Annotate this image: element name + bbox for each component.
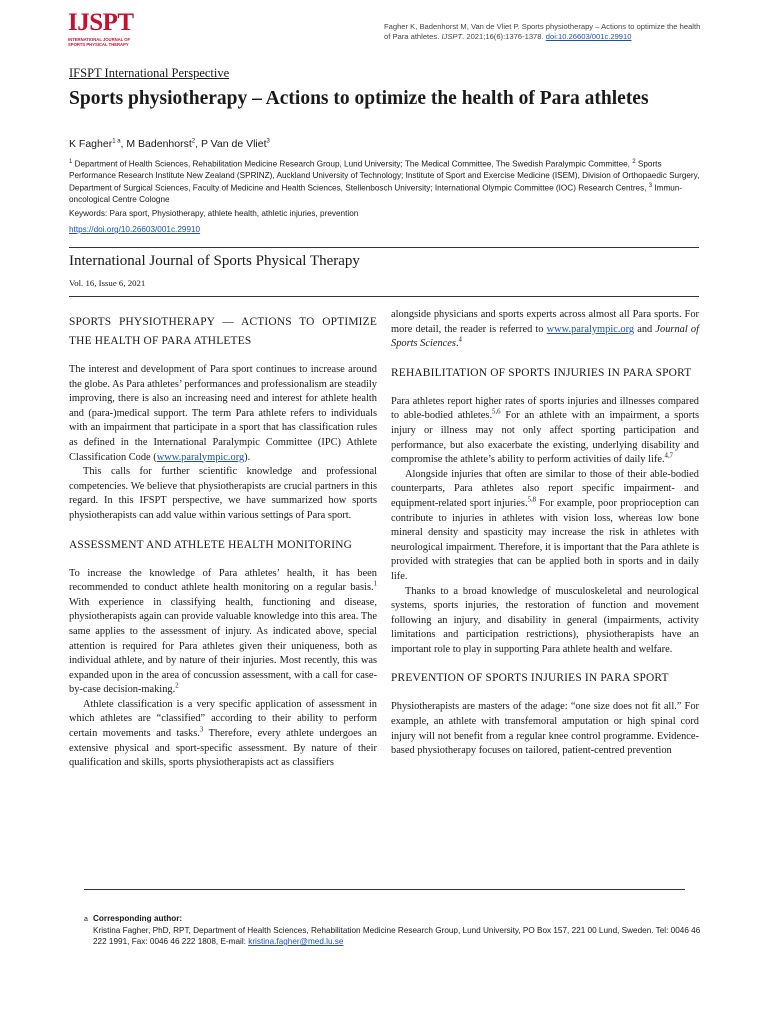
affiliation-2: Sports Performance Research Institute New Zealand (SPRINZ), Auckland University of Technology; Institute of Sport and Exercise Medicine (ISEM), Division of Orthopaedic Surgery, Department of Surgical Sciences, Faculty of Medicine and Health Sciences, Stellenbosch University; International Olympic Committee (IOC) Research Centres, [69, 159, 700, 193]
journal-logo [68, 10, 138, 50]
affiliation-1: Department of Health Sciences, Rehabilitation Medicine Research Group, Lund University; The Medical Committee, The Swedish Paralympic Committee, [74, 159, 630, 169]
section-heading-prevention: PREVENTION OF SPORTS INJURIES IN PARA SPORT [391, 672, 669, 685]
email-link[interactable]: kristina.fagher@med.lu.se [248, 937, 344, 946]
reference-marker[interactable]: 3 [199, 726, 204, 734]
volume-issue: Vol. 16, Issue 6, 2021 [69, 278, 146, 288]
section-heading-rehabilitation: REHABILITATION OF SPORTS INJURIES IN PARA SPORT [391, 366, 692, 379]
author-sup: 1 a [112, 138, 121, 145]
citation-doi-link[interactable]: doi:10.26603/001c.29910 [545, 32, 632, 41]
paragraph-assessment-2: Athlete classification is a very specific application of assessment in which athletes are “classified” according to their ability to perform certain movements and tasks.$^3$ Therefore, every athlete undergoes an extensive physical and sport-specific assessment. By nature of their qualification and skills, sports physiotherapists act as classifiers [69, 698, 378, 769]
body-column-left [69, 313, 377, 771]
header-divider [69, 247, 699, 248]
corresponding-author-footnote [84, 913, 704, 948]
paragraph-assessment-1: To increase the knowledge of Para athletes’ health, it has been recommended to conduct athlete health monitoring on a regular basis.$^1$ With experience in classifying health, functioning and disease, physiotherapists again can provide valuable knowledge into this area. The same applies to the assessment of injury. As indicated above, special attention is required for Para athletes given their uniqueness, both as individual athlete, and by nature of their injuries. Most recently, this was expanded upon in the area of concussion assessment, with a call for case-by-case decision-making.$^2$ [69, 567, 377, 696]
paragraph-prevention-1: Physiotherapists are masters of the adage: “one size does not fit all.” For example, an athlete with transfemoral amputation or high spinal cord injury will not benefit from a regular knee control programme. Evidence-based physiotherapy focuses on tailored, patient-centred prevention [391, 701, 699, 757]
author-sup: 3 [266, 138, 270, 145]
reference-marker[interactable]: 2 [175, 682, 179, 690]
logo-subtext: INTERNATIONAL JOURNAL OF SPORTS PHYSICAL THERAPY [68, 37, 131, 47]
citation-text: Fagher K, Badenhorst M, Van de Vliet P. Sports physiotherapy – Actions to optimize the health of Para athletes. [384, 22, 701, 41]
footnote-text: Kristina Fagher, PhD, RPT, Department of Health Sciences, Rehabilitation Medicine Research Group, Lund University, PO Box 157, 221 00 Lund, Sweden. Tel: 0046 46 222 1991, Fax: 0046 46 222 1808, E-mail: kristina.fagher@med.lu.se [93, 925, 701, 946]
logo-mark: IJSPT [68, 9, 134, 36]
reference-marker[interactable]: 1 [373, 580, 377, 588]
journal-reference: Journal of Sports Sciences [391, 323, 699, 350]
author-sup: 2 [191, 138, 196, 145]
reference-marker[interactable]: 4,7 [664, 452, 674, 460]
citation-journal: IJSPT [441, 32, 463, 41]
citation-details: . 2021;16(6):1376-1378. [462, 32, 544, 41]
author-name: K Fagher [69, 138, 113, 150]
journal-name: International Journal of Sports Physical Therapy [69, 253, 360, 269]
section-heading-intro: SPORTS PHYSIOTHERAPY — ACTIONS TO OPTIMIZE THE HEALTH OF PARA ATHLETES [69, 316, 377, 347]
page-title: Sports physiotherapy – Actions to optimize the health of Para athletes [69, 88, 649, 109]
section-heading-assessment: ASSESSMENT AND ATHLETE HEALTH MONITORING [69, 538, 353, 551]
paragraph-rehab-1: Para athletes report higher rates of sports injuries and illnesses compared to able-bodied athletes.$^{5,6}$ For an athlete with an impairment, a sports injury or illness may not only affect sporting participation and performance, but also exacerbate the existing, underlying disability and compromise the athlete’s ability to perform activities of daily life.$^{4,7}$ [391, 395, 699, 466]
footnote-title: Corresponding author: [93, 914, 183, 923]
paragraph-rehab-2: Alongside injuries that often are similar to those of their able-bodied counterparts, Para athletes also report specific impairment- and equipment-related sport injuries.$^{5,8}$ For example, poor proprioception can contribute to injuries in athletes with vision loss, whereas low bone mineral density and spasticity may increase the risk in athletes with neurological impairment. Therefore, it is important that the Para athlete is provided with strategies that can be applied both in sports and in daily life. [391, 468, 699, 582]
paragraph-intro-2: This calls for further scientific knowledge and professional competencies. We believe that physiotherapists are crucial partners in this regard. In this IFSPT perspective, we have summarized how sports physiotherapists can add value within various settings of Para sport. [69, 466, 377, 521]
affiliation-number: 1 [69, 159, 73, 165]
author-name: M Badenhorst [126, 138, 192, 150]
paragraph-assessment-continued: alongside physicians and sports experts across almost all Para sports. For more detail, the reader is referred to www.paralympic.org and Journal of Sports Sciences.$^4$ [391, 309, 699, 350]
body-column-right [391, 308, 699, 759]
meta-divider [69, 296, 699, 297]
author-name: P Van de Vliet [200, 138, 267, 150]
keywords: Keywords: Para sport, Physiotherapy, athlete health, athletic injuries, prevention [69, 209, 359, 218]
reference-marker[interactable]: 5,8 [527, 496, 537, 504]
affiliation-3: Immun-oncological Centre Cologne [69, 183, 683, 205]
paragraph-rehab-3: Thanks to a broad knowledge of musculoskeletal and neurological systems, sports injuries, the restoration of function and movement following an injury, and disability in general (impairments, activity limitations and participation restrictions), physiotherapists have an important role to play in supporting Para athlete health and welfare. [391, 585, 699, 655]
affiliation-number: 2 [632, 159, 636, 165]
affiliations [69, 157, 709, 205]
footnote-marker: a [84, 916, 88, 923]
citation-block [384, 22, 704, 42]
footnote-divider [84, 889, 685, 890]
paragraph-intro-1: The interest and development of Para sport continues to increase around the globe. As Para athletes’ performances and professionalism are steadily improving, there is also an increasing need and interest for athlete health and (para-)medical support. The term Para athlete refers to individuals with an impairment that participate in a sport that has classification rules as defined in the International Paralympic Committee (IPC) Athlete Classification Code (www.paralympic.org). [69, 364, 377, 463]
doi-link[interactable]: https://doi.org/10.26603/001c.29910 [69, 225, 201, 234]
perspective-label[interactable]: IFSPT International Perspective [69, 66, 230, 80]
paralympic-link[interactable]: www.paralympic.org [156, 451, 245, 463]
reference-marker[interactable]: 5,6 [492, 408, 501, 416]
affiliation-number: 3 [648, 183, 653, 190]
paralympic-link-2[interactable]: www.paralympic.org [546, 323, 635, 335]
reference-marker[interactable]: 4 [458, 336, 462, 344]
author-list: K Fagher$^{1 a}$, M Badenhorst$^2$, P Van de Vliet$^3$ [69, 138, 270, 150]
